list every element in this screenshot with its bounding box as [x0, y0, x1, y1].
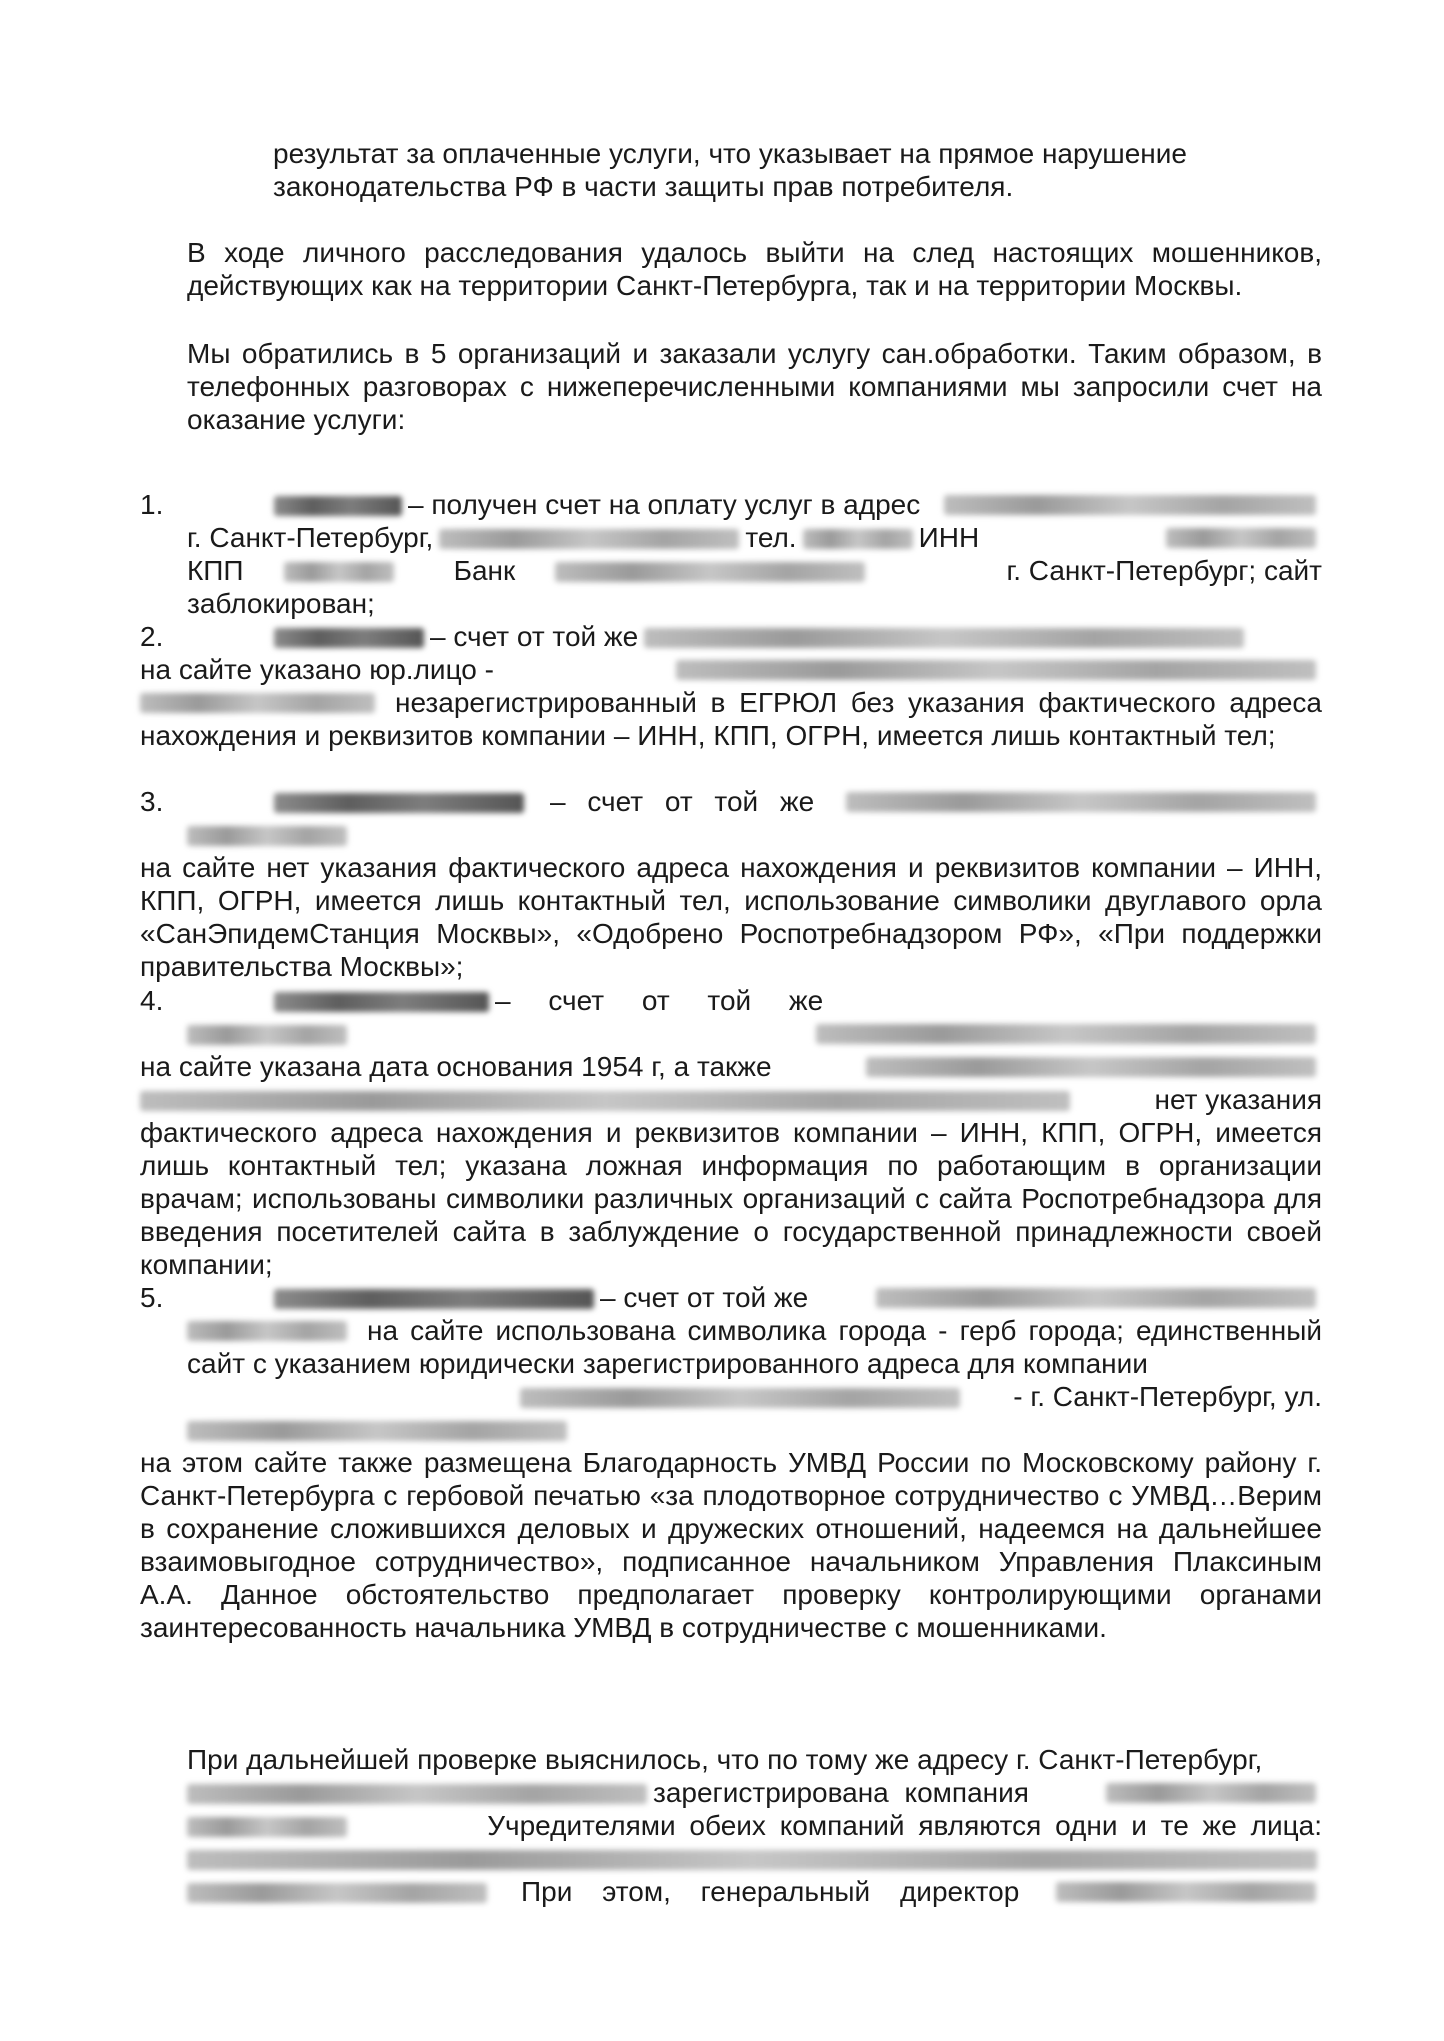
- item3-line2: [187, 818, 353, 851]
- redacted-ogrn: [187, 1817, 347, 1837]
- redacted-site-5: [274, 1289, 594, 1309]
- redacted-founders: [187, 1850, 1317, 1870]
- list-number-3: 3.: [140, 786, 164, 817]
- redacted-company: [816, 1024, 1316, 1044]
- redacted-ogrn: [187, 1321, 347, 1341]
- redacted-ogrn: [187, 826, 347, 846]
- redacted-address: [439, 529, 739, 549]
- redacted-site-1: [274, 496, 402, 516]
- item4-line4: нет указания: [140, 1083, 1322, 1116]
- redacted-site-2: [274, 628, 424, 648]
- item4-text: фактического адреса нахождения и реквизитов компании – ИНН, КПП, ОГРН, имеется лишь контактный тел; указана ложная информация по работающим в организации врачам; использованы символики различных организаций с сайта Роспотребнадзора для введения посетителей сайта в заблуждение о государственной принадлежности своей компании;: [140, 1117, 1322, 1280]
- item1-line2: г. Санкт-Петербург, тел. ИНН: [187, 521, 1322, 554]
- redacted-street: [187, 1421, 567, 1441]
- redacted-bank: [555, 562, 865, 582]
- item4-line3: на сайте указана дата основания 1954 г, а также: [140, 1050, 1322, 1083]
- item1-line1: – получен счет на оплату услуг в адрес: [268, 488, 1322, 521]
- item5-line5: [187, 1413, 573, 1446]
- final-line4: [187, 1842, 1323, 1875]
- item5-text: на сайте использована символика города - герб города; единственный сайт с указанием юридически зарегистрированного адреса для компании: [187, 1315, 1322, 1379]
- redacted-site-3: [274, 793, 524, 813]
- item3-text: на сайте нет указания фактического адреса нахождения и реквизитов компании – ИНН, КПП, ОГРН, имеется лишь контактный тел, использование символики двуглавого орла «СанЭпидемСтанция Москвы», «Одобрено Роспотребнадзором РФ», «При поддержки правительства Москвы»;: [140, 852, 1322, 982]
- item3-line1: – счет от той же: [268, 785, 1322, 818]
- item2-line2: на сайте указано юр.лицо -: [140, 653, 1322, 686]
- redacted-company: [644, 628, 1244, 648]
- top-paragraph: [273, 137, 1322, 203]
- final-line3: Учредителями обеих компаний являются одни и те же лица:: [187, 1809, 1322, 1842]
- item5-continuation: на этом сайте также размещена Благодарность УМВД России по Московскому району г. Санкт-Петербурга с гербовой печатью «за плодотворное сотрудничество с УМВД…Верим в сохранение сложившихся деловых и дружеских отношений, надеемся на дальнейшее взаимовыгодное сотрудничество», подписанное начальником Управления Плаксиным А.А. Данное обстоятельство предполагает проверку контролирующими органами заинтересованность начальника УМВД в сотрудничестве с мошенниками.: [140, 1447, 1322, 1643]
- redacted-institution: [866, 1057, 1316, 1077]
- redacted-company: [1106, 1783, 1316, 1803]
- item5-line4: - г. Санкт-Петербург, ул.: [520, 1380, 1322, 1413]
- item5-line1: – счет от той же: [268, 1281, 1322, 1314]
- item1-line3: КПП Банк г. Санкт-Петербург; сайт: [187, 555, 1322, 586]
- top-line-1: результат за оплаченные услуги, что указывает на прямое нарушение: [273, 138, 1187, 169]
- redacted-company-full: [520, 1388, 960, 1408]
- redacted-company: [1056, 1882, 1316, 1902]
- item2-text: незарегистрированный в ЕГРЮЛ без указания фактического адреса нахождения и реквизитов компании – ИНН, КПП, ОГРН, имеется лишь контактный тел;: [140, 687, 1322, 751]
- item4-line2: [187, 1017, 353, 1050]
- redacted-address: [187, 1784, 647, 1804]
- redacted-ogrn: [187, 1025, 347, 1045]
- redacted-kpp: [284, 562, 394, 582]
- list-number-2: 2.: [140, 621, 164, 652]
- list-number-4: 4.: [140, 985, 164, 1016]
- final-line5: При этом, генеральный директор: [187, 1875, 1322, 1908]
- item1-line4: заблокирован;: [187, 588, 375, 619]
- redacted-company: [944, 495, 1316, 515]
- final-line2: зарегистрирована компания: [187, 1776, 1322, 1809]
- top-line-2: законодательства РФ в части защиты прав потребителя.: [273, 171, 1014, 202]
- list-number-5: 5.: [140, 1282, 164, 1313]
- item4-line1: – счет от той же: [268, 984, 1322, 1044]
- redacted-company: [846, 792, 1316, 812]
- final-line1: При дальнейшей проверке выяснилось, что по тому же адресу г. Санкт-Петербург,: [187, 1744, 1263, 1775]
- list-number-1: 1.: [140, 489, 164, 520]
- contacted-paragraph: Мы обратились в 5 организаций и заказали услугу сан.обработки. Таким образом, в телефонных разговорах с нижеперечисленными компаниями мы запросили счет на оказание услуги:: [187, 338, 1322, 435]
- investigation-paragraph: В ходе личного расследования удалось выйти на след настоящих мошенников, действующих как на территории Санкт-Петербурга, так и на территории Москвы.: [187, 237, 1322, 301]
- redacted-phone: [803, 529, 913, 549]
- redacted-entity: [676, 660, 1316, 680]
- redacted-institution-cont: [140, 1091, 1070, 1111]
- redacted-company: [876, 1288, 1316, 1308]
- redacted-entity-cont: [140, 693, 375, 713]
- redacted-founders-cont: [187, 1883, 487, 1903]
- redacted-inn: [1166, 528, 1316, 548]
- item2-line1: – счет от той же: [268, 620, 1250, 653]
- redacted-site-4: [274, 992, 489, 1012]
